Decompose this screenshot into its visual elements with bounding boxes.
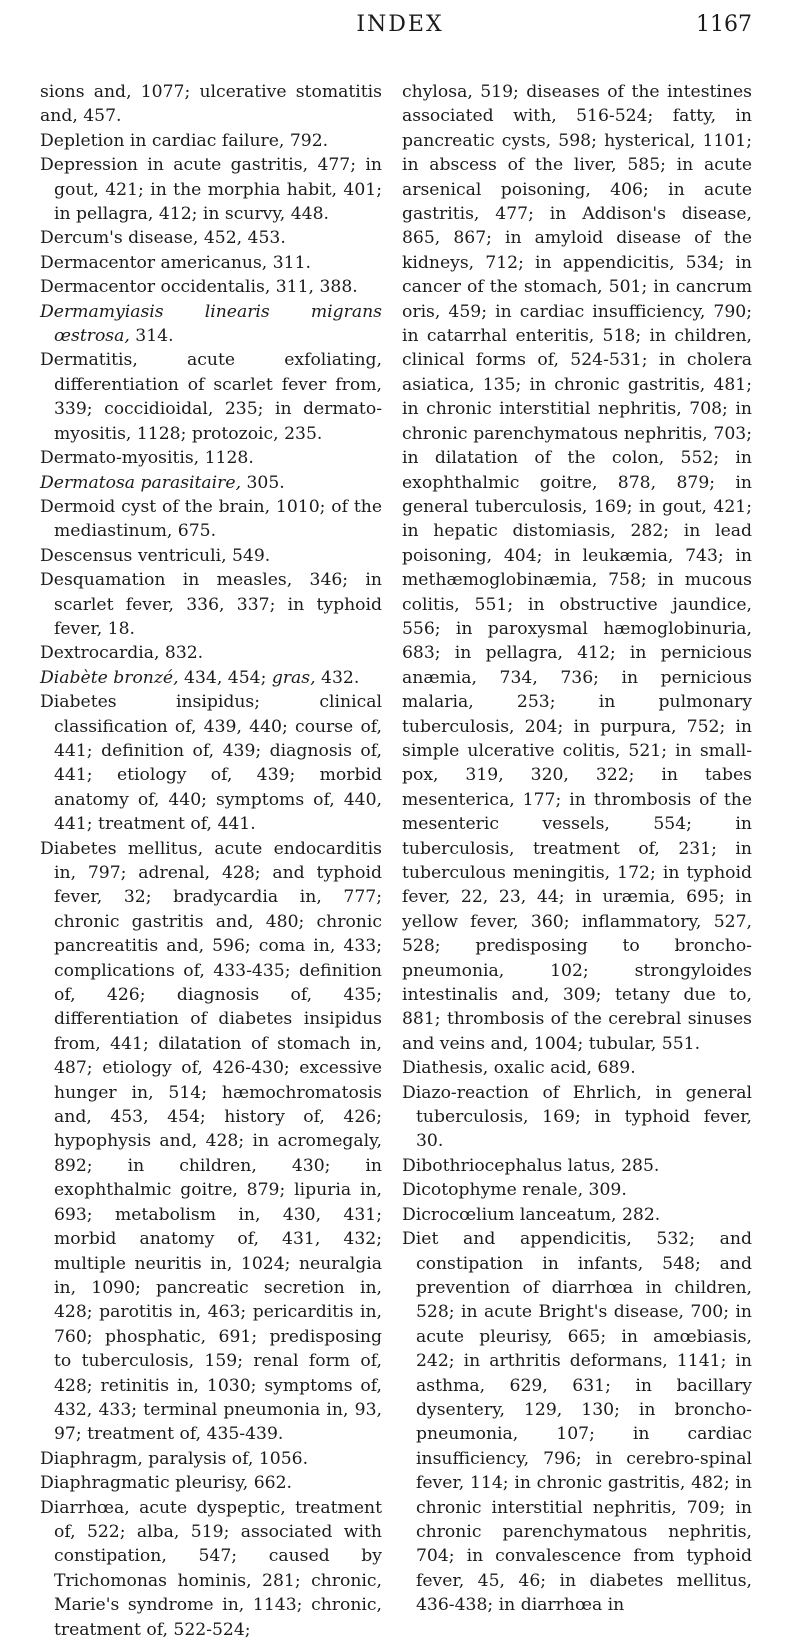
index-entry: Dicrocœlium lanceatum, 282. [402,1204,661,1225]
index-entry: Dextrocardia, 832. [40,643,204,664]
index-entry: Dermamyiasis linearis migrans œstrosa, 314. [40,301,382,347]
index-entry: Dercum's disease, 452, 453. [40,228,286,249]
index-entry: sions and, 1077; ulcerative stomatitis and, 457. [40,82,382,127]
index-entry: Dermatosa parasitaire, 305. [40,472,285,493]
index-entry: Dibothriocephalus latus, 285. [402,1155,660,1176]
running-title: INDEX [356,12,444,37]
index-entry: Depletion in cardiac failure, 792. [40,130,329,151]
index-entry: Dermatitis, acute exfoliating, differentiation of scarlet fever from, 339; coccidioidal, 235; in dermato-myositis, 1128; protozoic, 235. [40,350,382,444]
index-entry: Descensus ventriculi, 549. [40,545,271,566]
index-entry: chylosa, 519; diseases of the intestines associated with, 516-524; fatty, in pancreatic cysts, 598; hysterical, 1101; in abscess of the liver, 585; in acute arsenical poisoning, 406; in acute gastritis, 477; in Addison's disease, 865, 867; in amyloid disease of the kidneys, 712; in appendicitis, 534; in cancer of the stomach, 501; in cancrum oris, 459; in cardiac insufficiency, 790; in catarrhal enteritis, 518; in children, clinical forms of, 524-531; in cholera asiatica, 135; in chronic gastritis, 481; in chronic interstitial nephritis, 708; in chronic parenchymatous nephritis, 703; in dilatation of the colon, 552; in exophthalmic goitre, 878, 879; in general tuberculosis, 169; in gout, 421; in hepatic distomiasis, 282; in lead poisoning, 404; in leukæmia, 743; in methæmoglobinæmia, 758; in mucous colitis, 551; in obstructive jaundice, 556; in paroxysmal hæmoglobinuria, 683; in pellagra, 412; in pernicious anæmia, 734, 736; in pernicious malaria, 253; in pulmonary tuberculosis, 204; in purpura, 752; in simple ulcerative colitis, 521; in small-pox, 319, 320, 322; in tabes mesenterica, 177; in thrombosis of the mesenteric vessels, 554; in tuberculosis, treatment of, 231; in tuberculous meningitis, 172; in typhoid fever, 22, 23, 44; in uræmia, 695; in yellow fever, 360; inflammatory, 527, 528; predisposing to broncho-pneumonia, 102; strongyloides intestinalis and, 309; tetany due to, 881; thrombosis of the cerebral sinuses and veins and, 1004; tubular, 551. [402,82,752,1054]
index-entry: Diabetes mellitus, acute endocarditis in, 797; adrenal, 428; and typhoid fever, 32; bradycardia in, 777; chronic gastritis and, 480; chronic pancreatitis and, 596; coma in, 433; complications of, 433-435; definition of, 426; diagnosis of, 435; differentiation of diabetes insipidus from, 441; dilatation of stomach in, 487; etiology of, 426-430; excessive hunger in, 514; hæmochromatosis and, 453, 454; history of, 426; hypophysis and, 428; in acromegaly, 892; in children, 430; in exophthalmic goitre, 879; lipuria in, 693; metabolism in, 430, 431; morbid anatomy of, 431, 432; multiple neuritis in, 1024; neuralgia in, 1090; pancreatic secretion in, 428; parotitis in, 463; pericarditis in, 760; phosphatic, 691; predisposing to tuberculosis, 159; renal form of, 428; retinitis in, 1030; symptoms of, 432, 433; terminal pneumonia in, 93, 97; treatment of, 435-439. [40,838,382,1445]
index-entry: Diaphragmatic pleurisy, 662. [40,1473,292,1494]
index-entry: Dermacentor americanus, 311. [40,252,311,273]
index-entry: Diazo-reaction of Ehrlich, in general tuberculosis, 169; in typhoid fever, 30. [402,1082,752,1152]
index-entry: Dicotophyme renale, 309. [402,1180,627,1201]
index-entry: Dermato-myositis, 1128. [40,448,254,469]
index-entry: Dermacentor occidentalis, 311, 388. [40,277,358,298]
index-entry: Diathesis, oxalic acid, 689. [402,1058,636,1079]
index-entry: Diaphragm, paralysis of, 1056. [40,1448,309,1469]
left-column [40,80,382,1642]
right-column [402,80,752,1618]
index-entry: Desquamation in measles, 346; in scarlet fever, 336, 337; in typhoid fever, 18. [40,570,382,639]
index-entry: Diet and appendicitis, 532; and constipation in infants, 548; and prevention of diarrhœa in children, 528; in acute Bright's disease, 700; in acute pleurisy, 665; in amœbiasis, 242; in arthritis deformans, 1141; in asthma, 629, 631; in bacillary dysentery, 129, 130; in broncho-pneumonia, 107; in cardiac insufficiency, 796; in cerebro-spinal fever, 114; in chronic gastritis, 482; in chronic interstitial nephritis, 709; in chronic parenchymatous nephritis, 704; in convalescence from typhoid fever, 45, 46; in diabetes mellitus, 436-438; in diarrhœa in [402,1229,752,1616]
index-entry: Diabète bronzé, 434, 454; gras, 432. [40,667,360,688]
index-entry: Diabetes insipidus; clinical classification of, 439, 440; course of, 441; definition of, 439; diagnosis of, 441; etiology of, 439; morbid anatomy of, 440; symptoms of, 440, 441; treatment of, 441. [40,692,382,835]
index-entry: Dermoid cyst of the brain, 1010; of the mediastinum, 675. [40,496,382,542]
page-number: 1167 [696,12,752,37]
page-header [0,6,800,36]
index-entry: Depression in acute gastritis, 477; in gout, 421; in the morphia habit, 401; in pellagra, 412; in scurvy, 448. [40,155,382,225]
index-entry: Diarrhœa, acute dyspeptic, treatment of, 522; alba, 519; associated with constipation, 547; caused by Trichomonas hominis, 281; chronic, Marie's syndrome in, 1143; chronic, treatment of, 522-524; [40,1497,382,1640]
